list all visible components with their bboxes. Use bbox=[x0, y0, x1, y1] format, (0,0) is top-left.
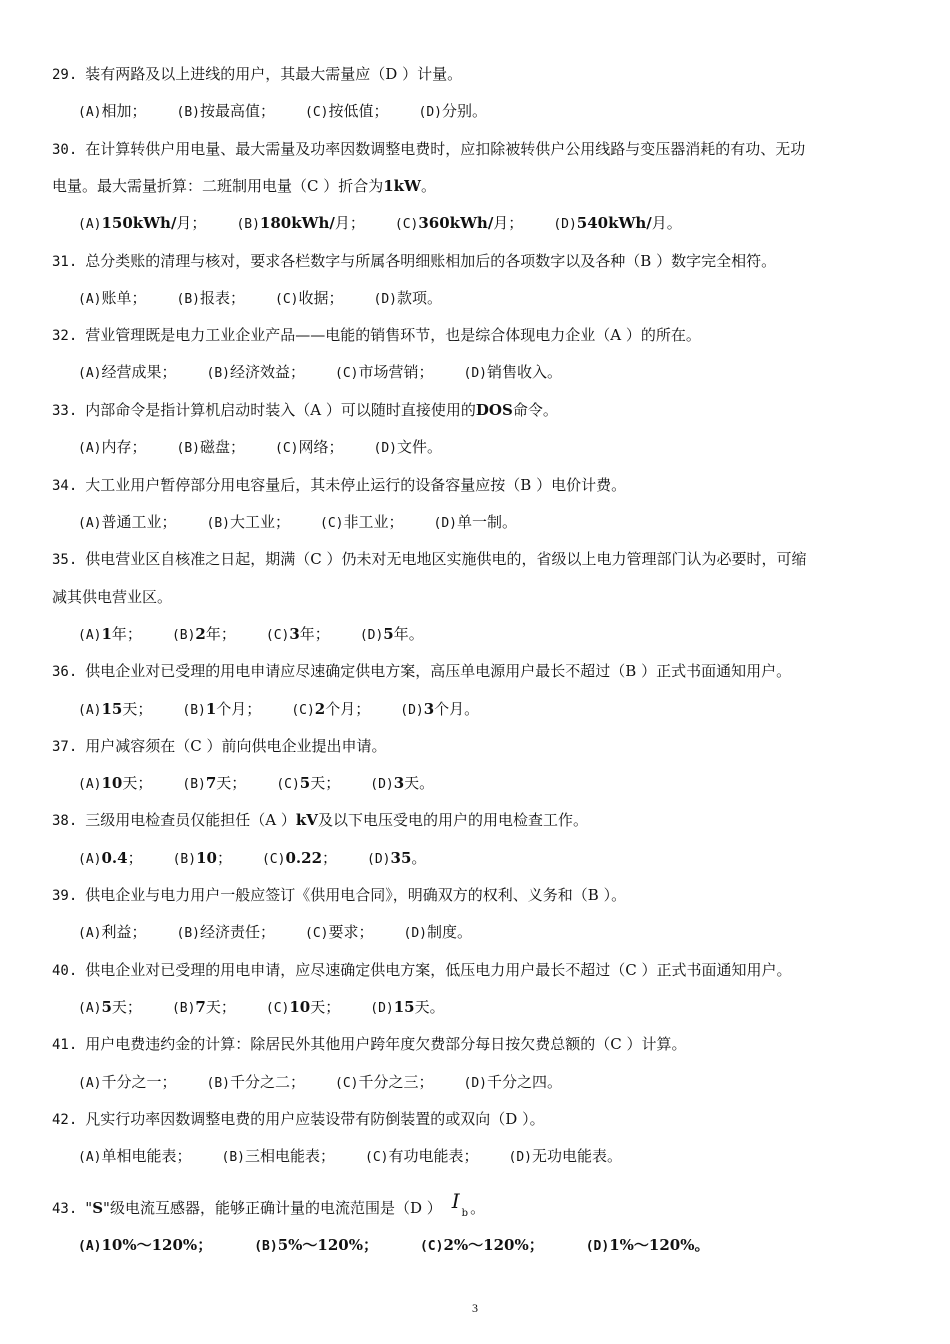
option-a: (A)0.4； bbox=[78, 849, 143, 867]
question-35 bbox=[52, 549, 807, 570]
question-30 bbox=[52, 139, 805, 160]
option-d: (D)单一制。 bbox=[433, 513, 517, 531]
options-34 bbox=[78, 512, 517, 534]
option-b: (B)1个月； bbox=[182, 700, 262, 718]
option-a: (A)相加； bbox=[78, 102, 147, 120]
option-a: (A)利益； bbox=[78, 923, 147, 941]
option-a: (A)5天； bbox=[78, 998, 142, 1016]
option-b: (B)磁盘； bbox=[176, 438, 245, 456]
question-text: 三级用电检查员仅能担任（A ） bbox=[85, 811, 296, 829]
options-41 bbox=[78, 1072, 562, 1094]
question-41 bbox=[52, 1034, 687, 1055]
option-b: (B)2年； bbox=[171, 625, 236, 643]
option-d: (D)销售收入。 bbox=[463, 363, 562, 381]
option-c: (C)10天； bbox=[265, 998, 341, 1016]
options-29 bbox=[78, 101, 487, 123]
option-c: (C)0.22； bbox=[261, 849, 338, 867]
options-40 bbox=[78, 997, 445, 1019]
option-d: (D)款项。 bbox=[373, 289, 442, 307]
question-number: 42. bbox=[52, 1112, 78, 1128]
question-number: 30. bbox=[52, 142, 78, 158]
options-37 bbox=[78, 773, 434, 795]
question-text: 在计算转供户用电量、最大需量及功率因数调整电费时，应扣除被转供户公用线路与变压器消耗的有功、无功 bbox=[85, 140, 806, 158]
option-c: (C)市场营销； bbox=[335, 363, 434, 381]
question-number: 38. bbox=[52, 813, 78, 829]
question-31 bbox=[52, 251, 776, 272]
option-d: (D)文件。 bbox=[373, 438, 442, 456]
option-d: (D)3个月。 bbox=[400, 700, 480, 718]
question-number: 43. bbox=[52, 1201, 78, 1217]
option-b: (B)大工业； bbox=[206, 513, 290, 531]
option-d: (D)分别。 bbox=[418, 102, 487, 120]
question-text: 营业管理既是电力工业企业产品——电能的销售环节，也是综合体现电力企业（A ）的所在。 bbox=[85, 326, 701, 344]
question-38: 38. 三级用电检查员仅能担任（A ）kV及以下电压受电的用户的用电检查工作。 bbox=[52, 811, 588, 829]
question-number: 33. bbox=[52, 403, 78, 419]
option-b: (B)经济责任； bbox=[176, 923, 275, 941]
options-43 bbox=[78, 1235, 752, 1257]
option-b: (B)7天； bbox=[171, 998, 236, 1016]
option-c: (C)要求； bbox=[305, 923, 374, 941]
question-text: 用户电费违约金的计算：除居民外其他用户跨年度欠费部分每日按欠费总额的（C ）计算。 bbox=[85, 1035, 687, 1053]
option-d: (D)15天。 bbox=[370, 998, 445, 1016]
option-c: (C)网络； bbox=[275, 438, 344, 456]
question-text: 大工业用户暂停部分用电容量后，其未停止运行的设备容量应按（B ）电价计费。 bbox=[85, 476, 627, 494]
option-d: (D)1%～120%。 bbox=[585, 1236, 710, 1254]
question-40 bbox=[52, 960, 792, 981]
question-number: 39. bbox=[52, 888, 78, 904]
question-33: 33. 内部命令是指计算机启动时装入（A ）可以随时直接使用的DOS命令。 bbox=[52, 401, 558, 419]
option-d: (D)千分之四。 bbox=[463, 1073, 562, 1091]
question-number: 32. bbox=[52, 328, 78, 344]
question-text: 凡实行功率因数调整电费的用户应装设带有防倒装置的或双向（D ）。 bbox=[85, 1110, 545, 1128]
options-31 bbox=[78, 288, 442, 310]
option-c: (C)360kWh/月； bbox=[394, 214, 524, 232]
options-35 bbox=[78, 624, 424, 646]
option-a: (A)10%～120%； bbox=[78, 1236, 213, 1254]
option-d: (D)35。 bbox=[367, 849, 427, 867]
option-c: (C)2个月； bbox=[291, 700, 371, 718]
question-30-continued: 电量。最大需量折算：二班制用电量（C ）折合为1kW。 bbox=[52, 177, 436, 195]
question-number: 31. bbox=[52, 254, 78, 270]
page-number: 3 bbox=[472, 1301, 478, 1315]
question-number: 37. bbox=[52, 739, 78, 755]
question-number: 40. bbox=[52, 963, 78, 979]
option-a: (A)单相电能表； bbox=[78, 1147, 192, 1165]
question-34 bbox=[52, 475, 626, 496]
option-a: (A)普通工业； bbox=[78, 513, 177, 531]
question-35-continued: 减其供电营业区。 bbox=[52, 588, 173, 606]
option-a: (A)经营成果； bbox=[78, 363, 177, 381]
options-33 bbox=[78, 437, 442, 459]
question-32 bbox=[52, 325, 701, 346]
option-d: (D)制度。 bbox=[403, 923, 472, 941]
option-b: (B)报表； bbox=[176, 289, 245, 307]
option-c: (C)有功电能表； bbox=[365, 1147, 479, 1165]
question-number: 29. bbox=[52, 67, 78, 83]
option-a: (A)内存； bbox=[78, 438, 147, 456]
question-number: 41. bbox=[52, 1037, 78, 1053]
option-c: (C)5天； bbox=[276, 774, 341, 792]
question-text: 装有两路及以上进线的用户，其最大需量应（D ）计量。 bbox=[85, 65, 463, 83]
current-symbol: I bbox=[451, 1189, 460, 1213]
question-text: 内部命令是指计算机启动时装入（A ）可以随时直接使用的 bbox=[85, 401, 476, 419]
option-a: (A)15天； bbox=[78, 700, 153, 718]
options-30 bbox=[78, 213, 682, 235]
question-number: 34. bbox=[52, 478, 78, 494]
question-39 bbox=[52, 885, 626, 906]
options-39 bbox=[78, 922, 472, 944]
options-32 bbox=[78, 362, 562, 384]
option-b: (B)按最高值； bbox=[176, 102, 275, 120]
option-d: (D)540kWh/月。 bbox=[553, 214, 682, 232]
question-29 bbox=[52, 64, 462, 85]
option-a: (A)千分之一； bbox=[78, 1073, 177, 1091]
option-b: (B)180kWh/月； bbox=[236, 214, 365, 232]
question-text: 用户减容须在（C ）前向供电企业提出申请。 bbox=[85, 737, 387, 755]
question-number: 36. bbox=[52, 664, 78, 680]
options-36 bbox=[78, 699, 479, 721]
option-c: (C)收据； bbox=[275, 289, 344, 307]
option-c: (C)千分之三； bbox=[335, 1073, 434, 1091]
option-c: (C)2%～120%； bbox=[419, 1236, 544, 1254]
option-d: (D)3天。 bbox=[370, 774, 435, 792]
option-a: (A)150kWh/月； bbox=[78, 214, 207, 232]
options-38 bbox=[78, 848, 426, 870]
option-c: (C)非工业； bbox=[320, 513, 404, 531]
option-d: (D)无功电能表。 bbox=[508, 1147, 622, 1165]
option-a: (A)1年； bbox=[78, 625, 142, 643]
option-a: (A)10天； bbox=[78, 774, 153, 792]
option-b: (B)三相电能表； bbox=[221, 1147, 335, 1165]
option-b: (B)经济效益； bbox=[206, 363, 305, 381]
option-b: (B)7天； bbox=[182, 774, 247, 792]
option-d: (D)5年。 bbox=[359, 625, 424, 643]
question-36 bbox=[52, 661, 791, 682]
question-number: 35. bbox=[52, 552, 78, 568]
question-43: 43. "S"级电流互感器，能够正确计量的电流范围是（D ） $I_b$ 。 bbox=[52, 1189, 486, 1219]
option-c: (C)按低值； bbox=[305, 102, 389, 120]
option-b: (B)千分之二； bbox=[206, 1073, 305, 1091]
question-text: 总分类账的清理与核对，要求各栏数字与所属各明细账相加后的各项数字以及各种（B ）数字完全相符。 bbox=[85, 252, 777, 270]
options-42 bbox=[78, 1146, 622, 1168]
question-text: 供电企业对已受理的用电申请，应尽速确定供电方案，低压电力用户最长不超过（C ）正式书面通知用户。 bbox=[85, 961, 792, 979]
question-42 bbox=[52, 1109, 545, 1130]
option-b: (B)5%～120%； bbox=[254, 1236, 378, 1254]
option-b: (B)10； bbox=[172, 849, 232, 867]
option-a: (A)账单； bbox=[78, 289, 147, 307]
question-text: 供电营业区自核准之日起，期满（C ）仍未对无电地区实施供电的，省级以上电力管理部门认为必要时，可缩 bbox=[85, 550, 807, 568]
question-37 bbox=[52, 736, 387, 757]
question-text: 供电企业与电力用户一般应签订《供用电合同》，明确双方的权利、义务和（B ）。 bbox=[85, 886, 627, 904]
question-text: "级电流互感器，能够正确计量的电流范围是（D ） bbox=[103, 1199, 442, 1217]
question-text: 供电企业对已受理的用电申请应尽速确定供电方案，高压单电源用户最长不超过（B ）正式书面通知用户。 bbox=[85, 662, 792, 680]
option-c: (C)3年； bbox=[265, 625, 330, 643]
